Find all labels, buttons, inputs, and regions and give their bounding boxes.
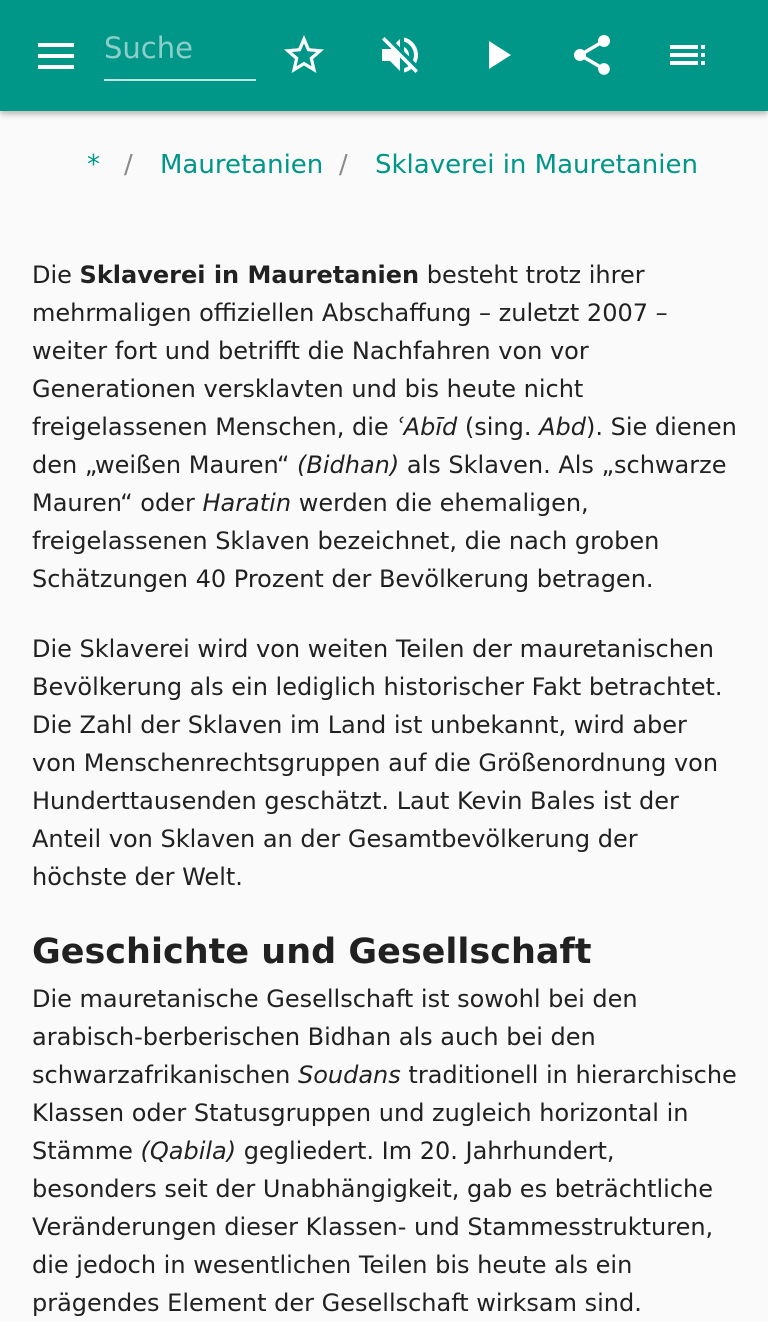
second-paragraph: Die Sklaverei wird von weiten Teilen der mauretanischen Bevölkerung als ein lediglich historischer Fakt betrachtet. Die Zahl der Sklaven im Land ist unbekannt, wird aber von Menschenrechtsgruppen auf die Größenordnung von Hunderttausenden geschätzt. Laut Kevin Bales ist der Anteil von Sklaven an der Gesamtbevölkerung der höchste der Welt. [32, 635, 723, 891]
app-toolbar [0, 0, 768, 111]
volume-off-icon[interactable] [376, 31, 424, 79]
share-icon[interactable] [568, 31, 616, 79]
search-field[interactable] [104, 26, 256, 81]
section-heading: Geschichte und Gesellschaft [32, 932, 592, 972]
breadcrumb [0, 142, 768, 190]
star-outline-icon[interactable] [280, 31, 328, 79]
breadcrumb-separator: / [124, 150, 133, 180]
article-subject: Sklaverei in Mauretanien [79, 261, 420, 289]
play-icon[interactable] [474, 31, 522, 79]
article-content [32, 256, 738, 1322]
search-input[interactable] [104, 26, 256, 79]
breadcrumb-separator: / [339, 150, 348, 180]
menu-icon[interactable] [32, 36, 80, 76]
breadcrumb-mauretanien[interactable]: Mauretanien [160, 150, 324, 180]
breadcrumb-home[interactable]: * [87, 150, 100, 180]
playlist-icon[interactable] [664, 31, 712, 79]
breadcrumb-current-article[interactable]: Sklaverei in Mauretanien [375, 150, 698, 180]
section-paragraph: Die mauretanische Gesellschaft ist sowohl bei den arabisch-berberischen Bidhan als auch bei den schwarzafrikanischen Soudans traditionell in hierarchische Klassen oder Statusgruppen und zugleich horizontal in Stämme (Qabila) gegliedert. Im 20. Jahrhundert, besonders seit der Unabhängigkeit, gab es beträchtliche Veränderungen dieser Klassen- und Stammesstrukturen, die jedoch in wesentlichen Teilen bis heute als ein prägendes Element der Gesellschaft wirksam sind. [32, 985, 737, 1317]
intro-paragraph: Die Sklaverei in Mauretanien besteht trotz ihrer mehrmaligen offiziellen Abschaffung – zuletzt 2007 – weiter fort und betrifft die Nachfahren von vor Generationen versklavten und bis heute nicht freigelassenen Menschen, die ʿAbīd (sing. Abd). Sie dienen den „weißen Mauren“ (Bidhan) als Sklaven. Als „schwarze Mauren“ oder Haratin werden die ehemaligen, freigelassenen Sklaven bezeichnet, die nach groben Schätzungen 40 Prozent der Bevölkerung betragen. [32, 261, 737, 593]
